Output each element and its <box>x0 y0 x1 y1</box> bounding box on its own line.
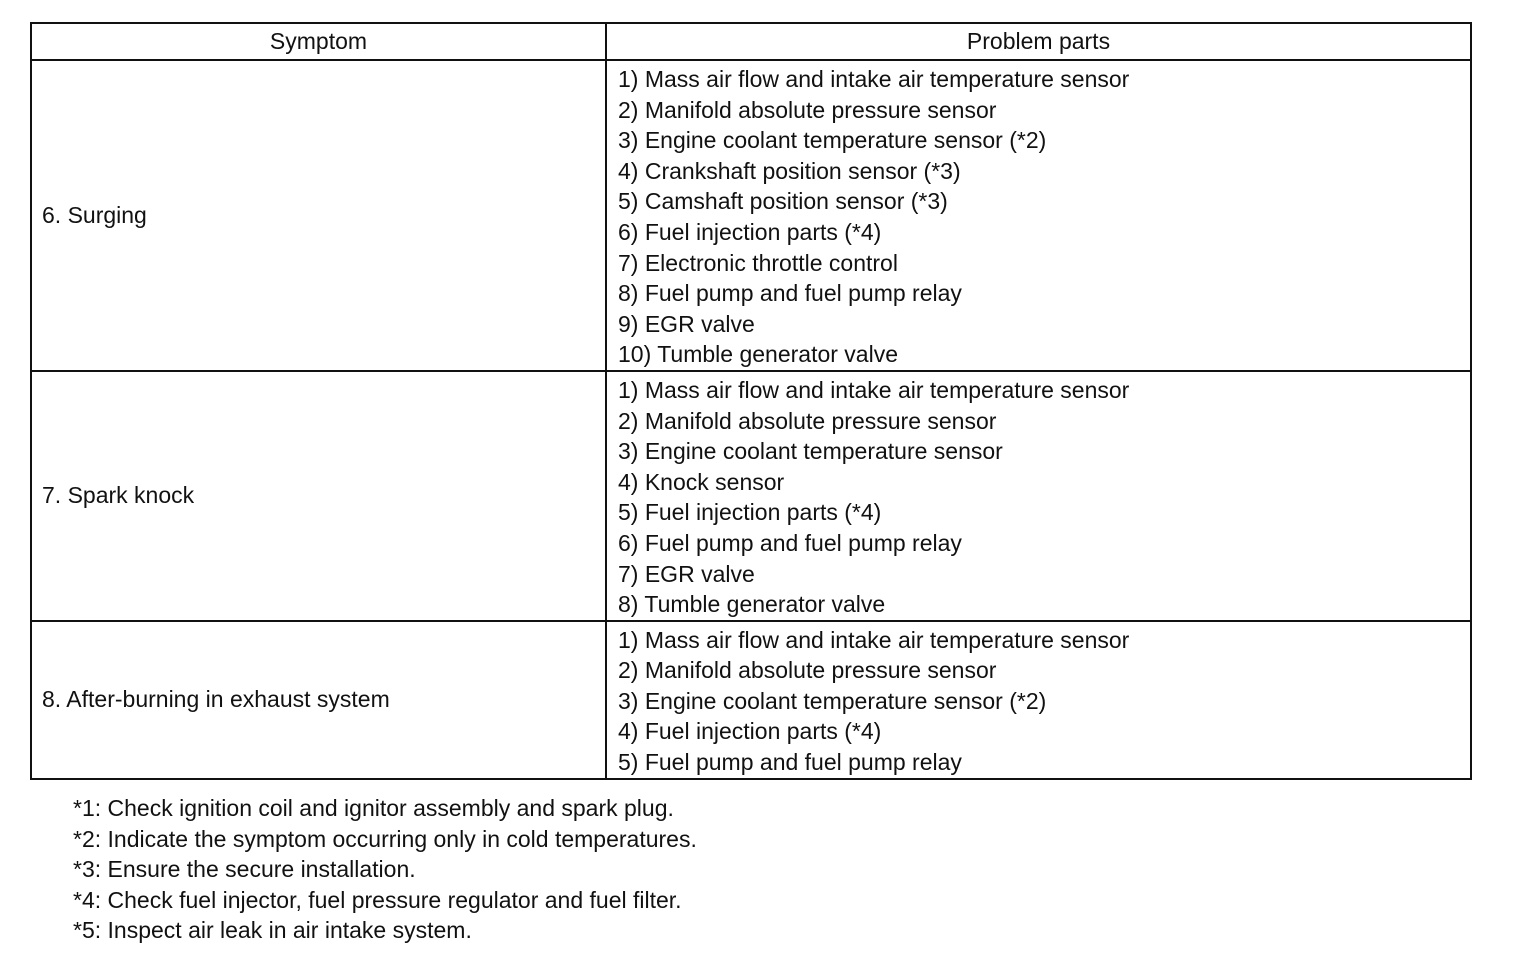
part-item: 1) Mass air flow and intake air temperature sensor <box>618 66 1130 92</box>
part-item: 6) Fuel injection parts (*4) <box>618 218 882 245</box>
parts-cell <box>606 371 1471 621</box>
footnote: *3: Ensure the secure installation. <box>73 856 416 883</box>
part-item: 4) Fuel injection parts (*4) <box>618 718 882 745</box>
parts-list <box>618 625 1470 778</box>
part-item: 7) EGR valve <box>618 560 755 587</box>
part-item: 5) Fuel pump and fuel pump relay <box>618 749 962 776</box>
part-item: 9) EGR valve <box>618 310 755 337</box>
part-item: 2) Manifold absolute pressure sensor <box>618 657 997 684</box>
part-item: 10) Tumble generator valve <box>618 341 898 368</box>
symptom-cell: 6. Surging <box>31 60 606 371</box>
part-item: 3) Engine coolant temperature sensor (*2) <box>618 127 1047 154</box>
part-item: 7) Electronic throttle control <box>618 249 898 276</box>
part-item: 1) Mass air flow and intake air temperature sensor <box>618 376 1130 403</box>
part-item: 5) Fuel injection parts (*4) <box>618 499 882 526</box>
symptom-cell: 7. Spark knock <box>31 371 606 621</box>
table-row-spark-knock <box>31 371 1471 621</box>
part-item: 2) Manifold absolute pressure sensor <box>618 96 997 123</box>
part-item: 3) Engine coolant temperature sensor <box>618 438 1003 465</box>
part-item: 5) Camshaft position sensor (*3) <box>618 188 948 215</box>
symptom-cell: 8. After-burning in exhaust system <box>31 621 606 779</box>
parts-list <box>618 64 1470 370</box>
parts-cell <box>606 621 1471 779</box>
table-header-row <box>31 23 1471 60</box>
part-item: 6) Fuel pump and fuel pump relay <box>618 529 962 556</box>
part-item: 4) Knock sensor <box>618 468 785 495</box>
footnote: *2: Indicate the symptom occurring only in cold temperatures. <box>73 825 697 852</box>
footnote: *1: Check ignition coil and ignitor assembly and spark plug. <box>73 795 674 821</box>
header-problem-parts: Problem parts <box>606 23 1471 60</box>
table-row-after-burning <box>31 621 1471 779</box>
parts-cell <box>606 60 1471 371</box>
symptom-parts-table <box>30 22 1472 780</box>
parts-list <box>618 375 1470 620</box>
table-row-surging <box>31 60 1471 371</box>
part-item: 8) Tumble generator valve <box>618 591 886 618</box>
part-item: 8) Fuel pump and fuel pump relay <box>618 280 962 307</box>
footnotes <box>73 793 697 946</box>
part-item: 3) Engine coolant temperature sensor (*2) <box>618 687 1047 714</box>
part-item: 1) Mass air flow and intake air temperature sensor <box>618 626 1130 653</box>
part-item: 2) Manifold absolute pressure sensor <box>618 407 997 434</box>
part-item: 4) Crankshaft position sensor (*3) <box>618 157 961 184</box>
header-symptom: Symptom <box>31 23 606 60</box>
footnote: *5: Inspect air leak in air intake system. <box>73 917 472 944</box>
footnote: *4: Check fuel injector, fuel pressure regulator and fuel filter. <box>73 886 682 913</box>
